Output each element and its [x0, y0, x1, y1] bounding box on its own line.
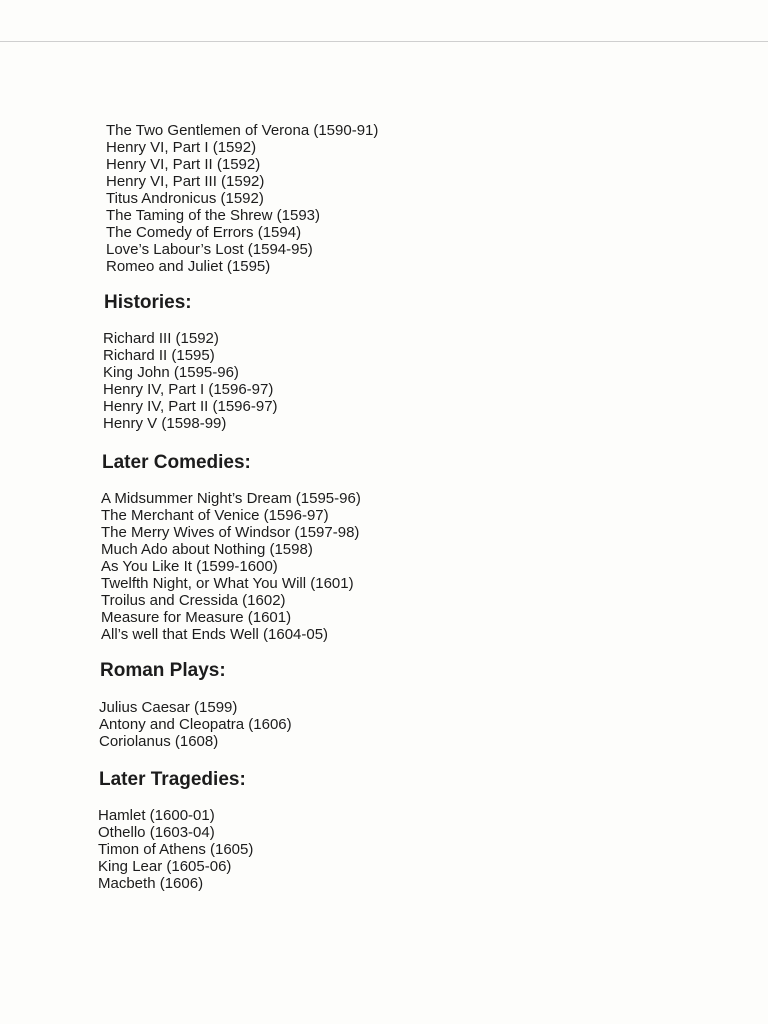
later-comedies-heading: Later Comedies:	[102, 452, 251, 473]
play-item: Much Ado about Nothing (1598)	[101, 541, 313, 558]
play-item: The Two Gentlemen of Verona (1590-91)	[106, 122, 379, 139]
play-item: As You Like It (1599-1600)	[101, 558, 278, 575]
play-item: Antony and Cleopatra (1606)	[99, 716, 292, 733]
play-item: The Merchant of Venice (1596-97)	[101, 507, 329, 524]
play-item: Macbeth (1606)	[98, 875, 204, 892]
play-item: Richard III (1592)	[103, 330, 219, 347]
play-item: The Comedy of Errors (1594)	[106, 224, 302, 241]
play-item: The Merry Wives of Windsor (1597-98)	[101, 524, 360, 541]
later-tragedies-section	[98, 807, 253, 892]
play-item: Titus Andronicus (1592)	[106, 190, 264, 207]
play-item: King Lear (1605-06)	[98, 858, 232, 875]
play-item: Henry VI, Part III (1592)	[106, 173, 265, 190]
play-item: Julius Caesar (1599)	[99, 699, 238, 716]
play-item: The Taming of the Shrew (1593)	[106, 207, 321, 224]
roman-plays-section	[99, 699, 292, 750]
play-item: Troilus and Cressida (1602)	[101, 592, 286, 609]
play-item: Henry V (1598-99)	[103, 415, 227, 432]
early-works-list	[106, 122, 378, 275]
later-comedies-list	[101, 490, 361, 643]
roman-plays-heading: Roman Plays:	[100, 660, 226, 681]
play-item: Othello (1603-04)	[98, 824, 215, 841]
play-item: Coriolanus (1608)	[99, 733, 219, 750]
play-item: King John (1595-96)	[103, 364, 239, 381]
play-item: Romeo and Juliet (1595)	[106, 258, 271, 275]
play-item: Timon of Athens (1605)	[98, 841, 254, 858]
later-tragedies-heading: Later Tragedies:	[99, 769, 246, 790]
histories-section	[103, 330, 278, 432]
later-comedies-section	[101, 490, 361, 643]
play-item: All’s well that Ends Well (1604-05)	[101, 626, 329, 643]
play-item: Henry VI, Part I (1592)	[106, 139, 257, 156]
histories-list	[103, 330, 278, 432]
play-item: Henry IV, Part II (1596-97)	[103, 398, 278, 415]
play-item: Twelfth Night, or What You Will (1601)	[101, 575, 354, 592]
roman-plays-list	[99, 699, 292, 750]
play-item: Richard II (1595)	[103, 347, 215, 364]
play-item: Hamlet (1600-01)	[98, 807, 215, 824]
play-item: Measure for Measure (1601)	[101, 609, 292, 626]
play-item: Henry VI, Part II (1592)	[106, 156, 261, 173]
play-item: A Midsummer Night’s Dream (1595-96)	[101, 490, 361, 507]
later-tragedies-list	[98, 807, 253, 892]
play-item: Henry IV, Part I (1596-97)	[103, 381, 274, 398]
early-works-section	[106, 122, 378, 275]
histories-heading: Histories:	[104, 292, 192, 313]
play-item: Love’s Labour’s Lost (1594-95)	[106, 241, 313, 258]
